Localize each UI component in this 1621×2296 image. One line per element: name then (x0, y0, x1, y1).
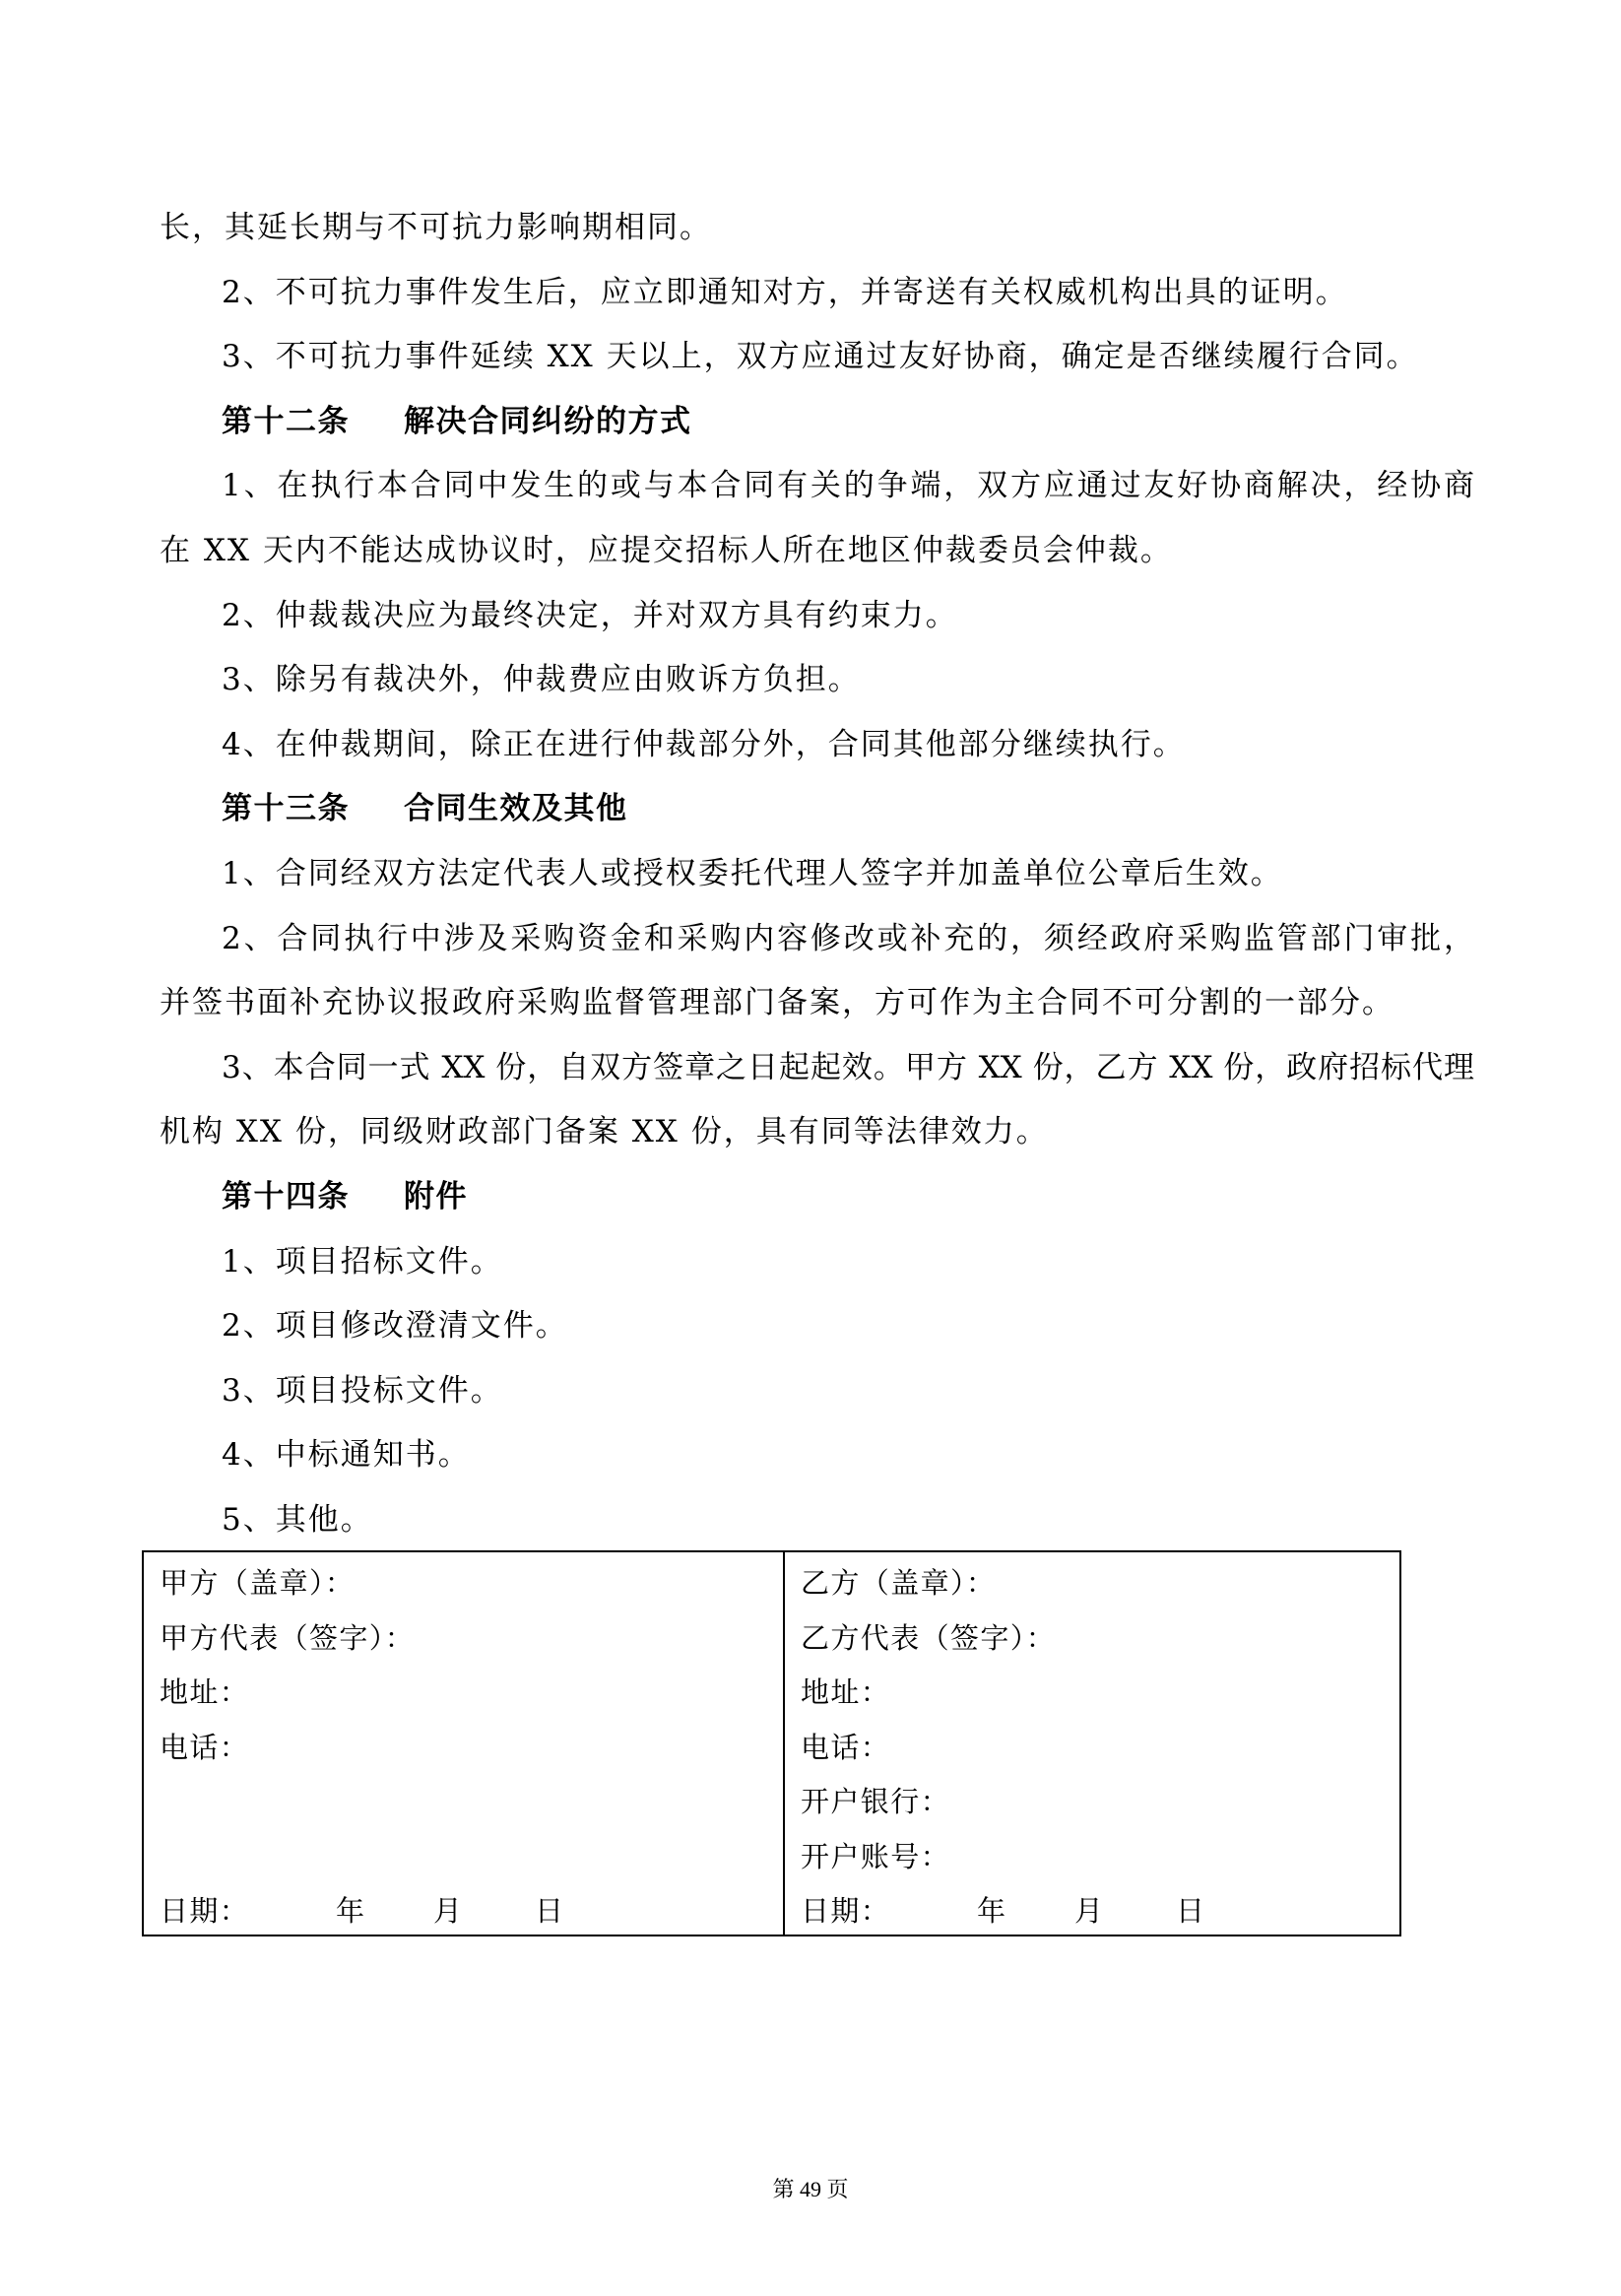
article-number: 第十三条 (222, 791, 350, 827)
paragraph-line: 3、除另有裁决外，仲裁费应由败诉方负担。 (222, 662, 861, 698)
year-label: 年 (336, 1894, 366, 1928)
party-b-account-label: 开户账号： (801, 1839, 951, 1873)
paragraph-line: 1、合同经双方法定代表人或授权委托代理人签字并加盖单位公章后生效。 (222, 855, 1283, 891)
party-a-seal-label: 甲方（盖章）： (160, 1566, 356, 1600)
article-title: 合同生效及其他 (404, 791, 628, 827)
month-label: 月 (1074, 1894, 1105, 1928)
article-heading (160, 777, 1474, 842)
paragraph-line: 在 XX 天内不能达成协议时，应提交招标人所在地区仲裁委员会仲裁。 (160, 532, 1173, 568)
article-title: 解决合同纠纷的方式 (404, 403, 692, 439)
attachment-item: 1、项目招标文件。 (222, 1243, 503, 1279)
year-label: 年 (977, 1894, 1007, 1928)
paragraph-line: 3、不可抗力事件延续 XX 天以上，双方应通过友好协商，确定是否继续履行合同。 (222, 339, 1419, 375)
article-number: 第十二条 (222, 403, 350, 439)
article-heading (160, 390, 1474, 455)
article-heading (160, 1165, 1474, 1230)
party-b-column (785, 1552, 1399, 1935)
party-b-phone-label: 电话： (801, 1730, 891, 1764)
party-a-address-label: 地址： (160, 1675, 250, 1709)
paragraph-line: 1、在执行本合同中发生的或与本合同有关的争端，双方应通过友好协商解决，经协商 (222, 468, 1474, 504)
month-label: 月 (433, 1894, 464, 1928)
party-a-column (144, 1552, 785, 1935)
attachment-item: 3、项目投标文件。 (222, 1372, 503, 1409)
party-b-bank-label: 开户银行： (801, 1785, 951, 1818)
signature-table (142, 1550, 1401, 1936)
paragraph-line: 并签书面补充协议报政府采购监督管理部门备案，方可作为主合同不可分割的一部分。 (160, 985, 1394, 1021)
paragraph-line: 4、在仲裁期间，除正在进行仲裁部分外，合同其他部分继续执行。 (222, 726, 1186, 762)
attachment-item: 5、其他。 (222, 1501, 373, 1538)
party-a-date-row (144, 1884, 783, 1939)
party-b-address-label: 地址： (801, 1675, 891, 1709)
paragraph-line: 3、本合同一式 XX 份，自双方签章之日起起效。甲方 XX 份，乙方 XX 份，政府招标代理 (222, 1049, 1474, 1085)
day-label: 日 (535, 1894, 565, 1928)
party-a-phone-label: 电话： (160, 1730, 250, 1764)
day-label: 日 (1176, 1894, 1206, 1928)
party-b-date-row (785, 1884, 1399, 1939)
party-a-representative-label: 甲方代表（签字）： (160, 1620, 416, 1655)
page-number: 第 49 页 (772, 2177, 849, 2201)
paragraph-line: 机构 XX 份，同级财政部门备案 XX 份，具有同等法律效力。 (160, 1114, 1049, 1150)
party-b-seal-label: 乙方（盖章）： (801, 1566, 997, 1600)
blank-row (144, 1775, 783, 1830)
contract-body (160, 196, 1474, 1552)
paragraph-line: 2、仲裁裁决应为最终决定，并对双方具有约束力。 (222, 597, 958, 633)
blank-row (144, 1830, 783, 1885)
attachment-item: 2、项目修改澄清文件。 (222, 1308, 568, 1345)
date-label: 日期： (801, 1894, 891, 1928)
party-b-representative-label: 乙方代表（签字）： (801, 1620, 1057, 1655)
article-number: 第十四条 (222, 1178, 350, 1214)
attachment-item: 4、中标通知书。 (222, 1437, 471, 1474)
article-title: 附件 (404, 1178, 468, 1214)
paragraph-line: 2、不可抗力事件发生后，应立即通知对方，并寄送有关权威机构出具的证明。 (222, 274, 1348, 310)
paragraph-line: 长，其延长期与不可抗力影响期相同。 (160, 210, 712, 245)
date-label: 日期： (160, 1894, 250, 1928)
paragraph-line: 2、合同执行中涉及采购资金和采购内容修改或补充的，须经政府采购监管部门审批， (222, 920, 1474, 956)
